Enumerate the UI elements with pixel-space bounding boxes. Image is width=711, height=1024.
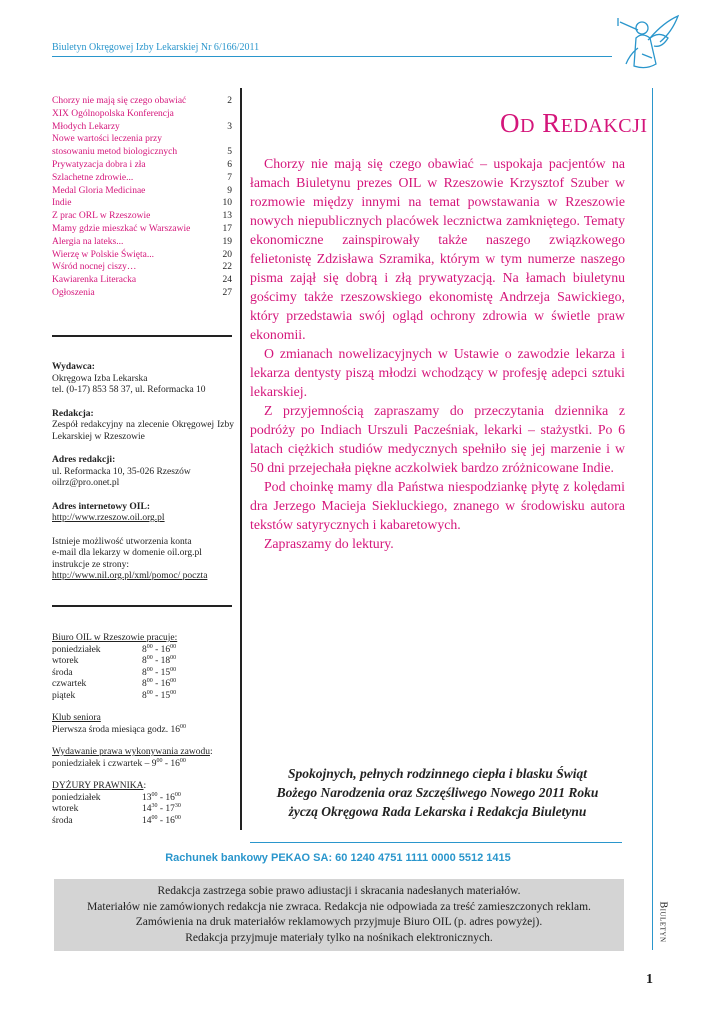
toc-item[interactable]: [52, 236, 232, 249]
hours-time: $8^{00} - 18^{00}$: [142, 654, 177, 666]
toc-page: 20: [222, 249, 232, 260]
license-text: poniedziałek i czwartek – $9^{00} - 16^{00}$: [52, 757, 186, 769]
holiday-greeting: Spokojnych, pełnych rodzinnego ciepła i blasku Świąt Bożego Narodzenia oraz Szczęśliwego Nowego 2011 Roku życzą Okręgowa Rada Lekarska i Redakcja Biuletynu: [276, 766, 599, 819]
toc-page: 24: [222, 275, 232, 286]
duty-hours-table: [52, 793, 234, 828]
editorial-notice: Redakcja zastrzega sobie prawo adiustacji i skracania nadesłanych materiałów. Materiałów nie zamówionych redakcja nie zwraca. Redakcja nie odpowiada za treść zamieszczonych reklam. Zamówienia na druk materiałów reklamowych przyjmuje Biuro OIL (p. adres powyżej). Redakcja przyjmuje materiały tylko na nośnikach elektronicznych.: [54, 879, 624, 951]
hours-time: $8^{00} - 15^{00}$: [142, 689, 177, 701]
account-info-line: instrukcje ze strony:: [52, 559, 130, 570]
toc-item[interactable]: [52, 249, 232, 262]
toc-page: 5: [227, 147, 232, 158]
hours-day: wtorek: [52, 656, 79, 666]
toc-page: 17: [222, 223, 232, 234]
hours-day: piątek: [52, 690, 76, 701]
publisher-block: [52, 362, 234, 583]
editorial-paragraph: Z przyjemnością zapraszamy do przeczytania dziennika z podróży po Indiach Urszuli Pacześniak, lekarki – stażystki. Po 6 latach ciężkich studiów medycznych spełniło się jej marzenie i w 50 dni przejechała piękne aczkolwiek bardzo zróżnicowane Indie.: [250, 403, 625, 475]
toc-title: Prywatyzacja dobra i zła: [52, 159, 146, 170]
website-link[interactable]: http://www.rzeszow.oil.org.pl: [52, 513, 165, 523]
toc-title: Mamy gdzie mieszkać w Warszawie: [52, 223, 191, 234]
toc-page: 7: [227, 172, 232, 183]
toc-page: 27: [222, 287, 232, 298]
toc-item[interactable]: [52, 172, 232, 185]
instructions-link[interactable]: http://www.nil.org.pl/xml/pomoc/ poczta: [52, 571, 208, 581]
bank-account: Rachunek bankowy PEKAO SA: 60 1240 4751 1111 0000 5512 1415: [165, 852, 511, 864]
hours-time: $14^{00} - 16^{00}$: [142, 814, 181, 826]
club-text: Pierwsza środa miesiąca godz. $16^{00}$: [52, 723, 186, 735]
toc-page: 9: [227, 185, 232, 196]
toc-title: Młodych Lekarzy: [52, 121, 120, 132]
hours-time: $8^{00} - 15^{00}$: [142, 666, 177, 678]
office-hours-table: [52, 645, 234, 703]
hours-day: czwartek: [52, 679, 87, 689]
toc-page: 19: [222, 236, 232, 247]
greeting-rule: [250, 842, 622, 843]
toc-item[interactable]: [52, 159, 232, 172]
email-link[interactable]: oilrz@pro.onet.pl: [52, 478, 120, 488]
toc-page: 22: [222, 262, 232, 273]
label-www: Adres internetowy OIL:: [52, 501, 150, 512]
toc-item[interactable]: [52, 121, 232, 134]
adres-line: ul. Reformacka 10, 35-026 Rzeszów: [52, 466, 191, 477]
account-info-line: e-mail dla lekarzy w domenie oil.org.pl: [52, 548, 202, 558]
side-label: Biuletyn: [657, 901, 669, 943]
toc-item[interactable]: [52, 274, 232, 287]
office-label: Biuro OIL w Rzeszowie pracuje:: [52, 633, 178, 643]
toc-title: Chorzy nie mają się czego obawiać: [52, 96, 187, 106]
label-wydawca: Wydawca:: [52, 362, 95, 372]
license-label: Wydawanie prawa wykonywania zawodu: [52, 747, 210, 757]
right-margin-rule: [652, 88, 653, 950]
toc-title: Kawiarenka Literacka: [52, 275, 137, 286]
duty-label: DYŻURY PRAWNIKA: [52, 781, 144, 791]
hours-day: wtorek: [52, 804, 79, 814]
editorial-paragraph: O zmianach nowelizacyjnych w Ustawie o zawodzie lekarza i lekarza dentysty piszą młodzi wchodzący w profesję adepci sztuki lekarskiej.: [250, 346, 625, 399]
toc-title: Indie: [52, 198, 72, 209]
toc-item[interactable]: [52, 185, 232, 198]
toc-item[interactable]: [52, 197, 232, 210]
toc-item[interactable]: [52, 108, 232, 121]
toc-title: Wśród nocnej ciszy…: [52, 262, 137, 273]
toc-title: Nowe wartości leczenia przy: [52, 134, 162, 145]
editorial-paragraph: Pod choinkę mamy dla Państwa niespodziankę płytę z kolędami dra Jerzego Macieja Siekluckiego, znanego w środowisku autora tekstów satyrycznych i kabaretowych.: [250, 479, 625, 532]
toc-title: Alergia na lateks...: [52, 236, 124, 247]
header-rule: [52, 56, 612, 57]
toc-title: Z prac ORL w Rzeszowie: [52, 211, 151, 222]
hours-time: $8^{00} - 16^{00}$: [142, 643, 177, 655]
toc-title: Ogłoszenia: [52, 287, 95, 298]
toc-title: Wierzę w Polskie Święta...: [52, 249, 154, 260]
hours-time: $8^{00} - 16^{00}$: [142, 677, 177, 689]
toc-title: XIX Ogólnopolska Konferencja: [52, 108, 174, 119]
club-label: Klub seniora: [52, 713, 101, 723]
toc-item[interactable]: [52, 223, 232, 236]
hours-time: $14^{30} - 17^{30}$: [142, 802, 181, 814]
toc-item[interactable]: [52, 261, 232, 274]
label-adres: Adres redakcji:: [52, 455, 116, 465]
running-header: Biuletyn Okręgowej Izby Lekarskiej Nr 6/166/2011: [52, 42, 260, 53]
hours-day: poniedziałek: [52, 792, 101, 803]
toc-page: 2: [227, 96, 232, 106]
publisher-name: Okręgowa Izba Lekarska: [52, 373, 148, 384]
divider: [52, 605, 232, 607]
hours-day: środa: [52, 815, 73, 826]
hours-time: $13^{00} - 16^{00}$: [142, 791, 181, 803]
toc-page: 6: [227, 159, 232, 170]
page-title: OD REDAKCJI: [500, 108, 648, 138]
toc-item[interactable]: [52, 146, 232, 159]
column-divider: [240, 88, 242, 830]
editorial-text: [250, 154, 625, 553]
editorial-paragraph: Chorzy nie mają się czego obawiać – uspokaja pacjentów na łamach Biuletynu prezes OIL w Rzeszowie Krzysztof Szuber w rozmowie między innymi na temat powstawania w Rzeszowie nowych niepublicznych placówek lecznictwa zamkniętego. Tematy ekonomiczne zainspirowały także naszego związkowego felietonistę Zdzisława Szramika, którym w tym numerze naszego pisma zajął się dobrą i złą prywatyzacją. Na łamach biuletynu gościmy także rzeszowskiego ekonomistę Andrzeja Sawickiego, który przedstawia swój ogląd ochrony zdrowia w świetle praw ekonomii.: [250, 156, 625, 342]
redakcja-text: Zespół redakcyjny na zlecenie Okręgowej Izby Lekarskiej w Rzeszowie: [52, 420, 234, 442]
hours-day: poniedziałek: [52, 644, 101, 655]
office-hours-block: Biuro OIL w Rzeszowie pracuje: poniedziałek $8^{00} - 16^{00}$ wtorek $8^{00} - 18^{00}$ środa $8^{00} - 15^{00}$ czwartek $8^{00} - 16^{00}$ piątek $8^{00} - 15^{00}$ Klub seniora Pierwsza środa miesiąca godz. $16^{00}$ Wydawanie prawa wykonywania zawodu: poniedziałek i czwartek – $9^{00} - 16^{00}$ DYŻURY PRAWNIKA: poniedziałek $13^{00} - 16^{00}$ wtorek $14^{30} - 17^{30}$ środa $14^{00} - 16^{00}$: [52, 633, 234, 827]
angel-trumpet-icon: [612, 8, 684, 80]
toc-page: 13: [222, 211, 232, 222]
toc-item[interactable]: [52, 95, 232, 108]
toc-title: Szlachetne zdrowie...: [52, 172, 134, 183]
toc-item[interactable]: [52, 133, 232, 146]
toc-item[interactable]: [52, 210, 232, 223]
label-redakcja: Redakcja:: [52, 408, 94, 419]
page-number: 1: [646, 972, 653, 987]
toc-item[interactable]: [52, 287, 232, 300]
hours-day: środa: [52, 667, 73, 678]
editorial-paragraph: Zapraszamy do lektury.: [264, 536, 394, 551]
account-info-line: Istnieje możliwość utworzenia konta: [52, 536, 192, 547]
toc-page: 3: [227, 121, 232, 132]
toc-title: Medal Gloria Medicinae: [52, 185, 146, 196]
toc-title: stosowaniu metod biologicznych: [52, 147, 178, 158]
publisher-tel: tel. (0-17) 853 58 37, ul. Reformacka 10: [52, 385, 206, 395]
toc-page: 10: [222, 198, 232, 209]
table-of-contents: [52, 95, 232, 300]
divider: [52, 335, 232, 337]
